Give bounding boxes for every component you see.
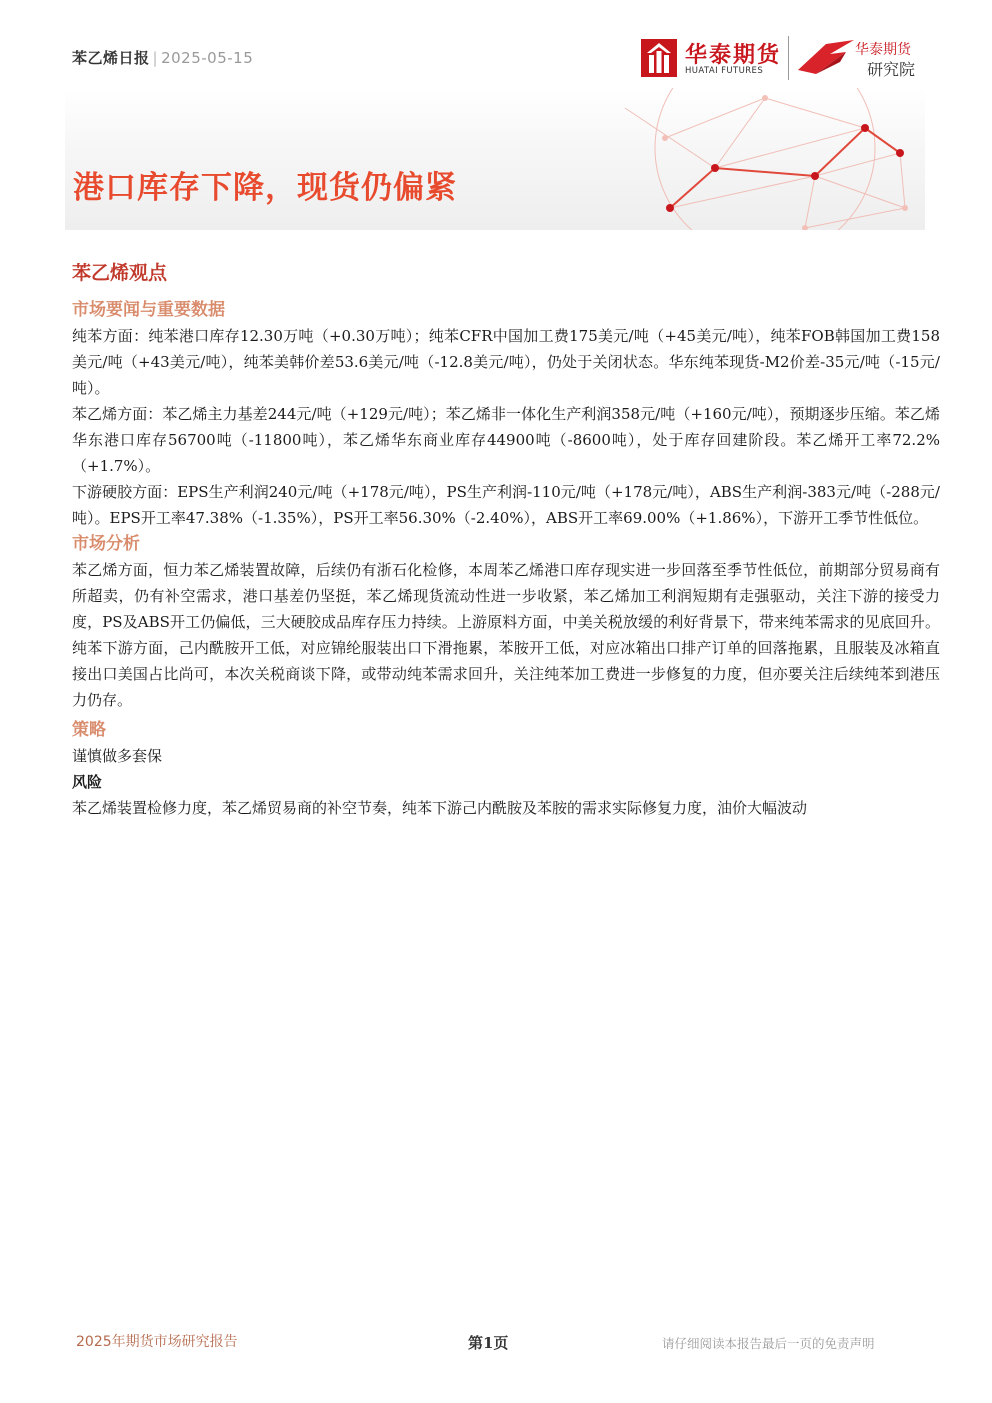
news-paragraph-styrene: 苯乙烯方面：苯乙烯主力基差244元/吨（+129元/吨）；苯乙烯非一体化生产利润358元/吨（+160元/吨），预期逐步压缩。苯乙烯华东港口库存56700吨（-11800吨），苯乙烯华东商业库存44900吨（-8600吨），处于库存回建阶段。苯乙烯开工率72.2%（+1.7%）。 bbox=[72, 405, 940, 475]
news-paragraph-benzene: 纯苯方面：纯苯港口库存12.30万吨（+0.30万吨）；纯苯CFR中国加工费175美元/吨（+45美元/吨），纯苯FOB韩国加工费158美元/吨（+43美元/吨），纯苯美韩价差53.6美元/吨（-12.8美元/吨），仍处于关闭状态。华东纯苯现货-M2价差-35元/吨（-15元/吨）。 bbox=[72, 327, 940, 397]
institute-name-line2: 研究院 bbox=[867, 60, 916, 79]
footer-disclaimer-note: 请仔细阅读本报告最后一页的免责声明 bbox=[662, 1336, 875, 1351]
report-date: 2025-05-15 bbox=[161, 49, 254, 67]
strategy-text: 谨慎做多套保 bbox=[72, 747, 163, 765]
company-logo bbox=[641, 36, 931, 82]
banner-title: 港口库存下降，现货仍偏紧 bbox=[73, 170, 457, 206]
news-heading: 市场要闻与重要数据 bbox=[72, 300, 225, 320]
research-institute-logo-icon bbox=[796, 38, 858, 78]
network-nodes bbox=[666, 124, 904, 212]
footer-page-number: 第1页 bbox=[468, 1334, 509, 1352]
logo-divider bbox=[788, 36, 789, 80]
analysis-paragraph: 苯乙烯方面，恒力苯乙烯装置故障，后续仍有浙石化检修，本周苯乙烯港口库存现实进一步回落至季节性低位，前期部分贸易商有所超卖，仍有补空需求，港口基差仍坚挺，苯乙烯现货流动性进一步收紧，苯乙烯加工利润短期有走强驱动，关注下游的接受力度，PS及ABS开工仍偏低，三大硬胶成品库存压力持续。上游原料方面，中美关税放缓的利好背景下，带来纯苯需求的见底回升。纯苯下游方面，己内酰胺开工低，对应锦纶服装出口下滑拖累，苯胺开工低，对应冰箱出口排产订单的回落拖累，且服装及冰箱直接出口美国占比尚可，本次关税商谈下降，或带动纯苯需求回升，关注纯苯加工费进一步修复的力度，但亦要关注后续纯苯到港压力仍存。 bbox=[72, 561, 940, 709]
logo-english-name: HUATAI FUTURES bbox=[685, 66, 764, 76]
huatai-logo-icon bbox=[641, 39, 677, 77]
news-paragraph-downstream: 下游硬胶方面：EPS生产利润240元/吨（+178元/吨），PS生产利润-110元/吨（+178元/吨），ABS生产利润-383元/吨（-288元/吨）。EPS开工率47.38%（-1.35%），PS开工率56.30%（-2.40%），ABS开工率69.00%（+1.86%），下游开工季节性低位。 bbox=[72, 483, 940, 527]
footer-report-series: 2025年期货市场研究报告 bbox=[76, 1334, 238, 1350]
analysis-heading: 市场分析 bbox=[72, 534, 140, 554]
strategy-heading: 策略 bbox=[72, 720, 106, 740]
report-header bbox=[72, 47, 253, 68]
institute-name-line1: 华泰期货 bbox=[855, 42, 911, 58]
report-body bbox=[72, 297, 940, 821]
section-title: 苯乙烯观点 bbox=[72, 262, 168, 284]
logo-chinese-name: 华泰期货 bbox=[685, 43, 782, 68]
title-banner bbox=[65, 88, 925, 230]
risk-text: 苯乙烯装置检修力度，苯乙烯贸易商的补空节奏，纯苯下游己内酰胺及苯胺的需求实际修复力度，油价大幅波动 bbox=[72, 799, 808, 817]
header-separator: | bbox=[152, 49, 159, 67]
risk-heading: 风险 bbox=[72, 773, 103, 791]
report-name: 苯乙烯日报 bbox=[72, 49, 150, 67]
network-graphic bbox=[65, 88, 925, 230]
